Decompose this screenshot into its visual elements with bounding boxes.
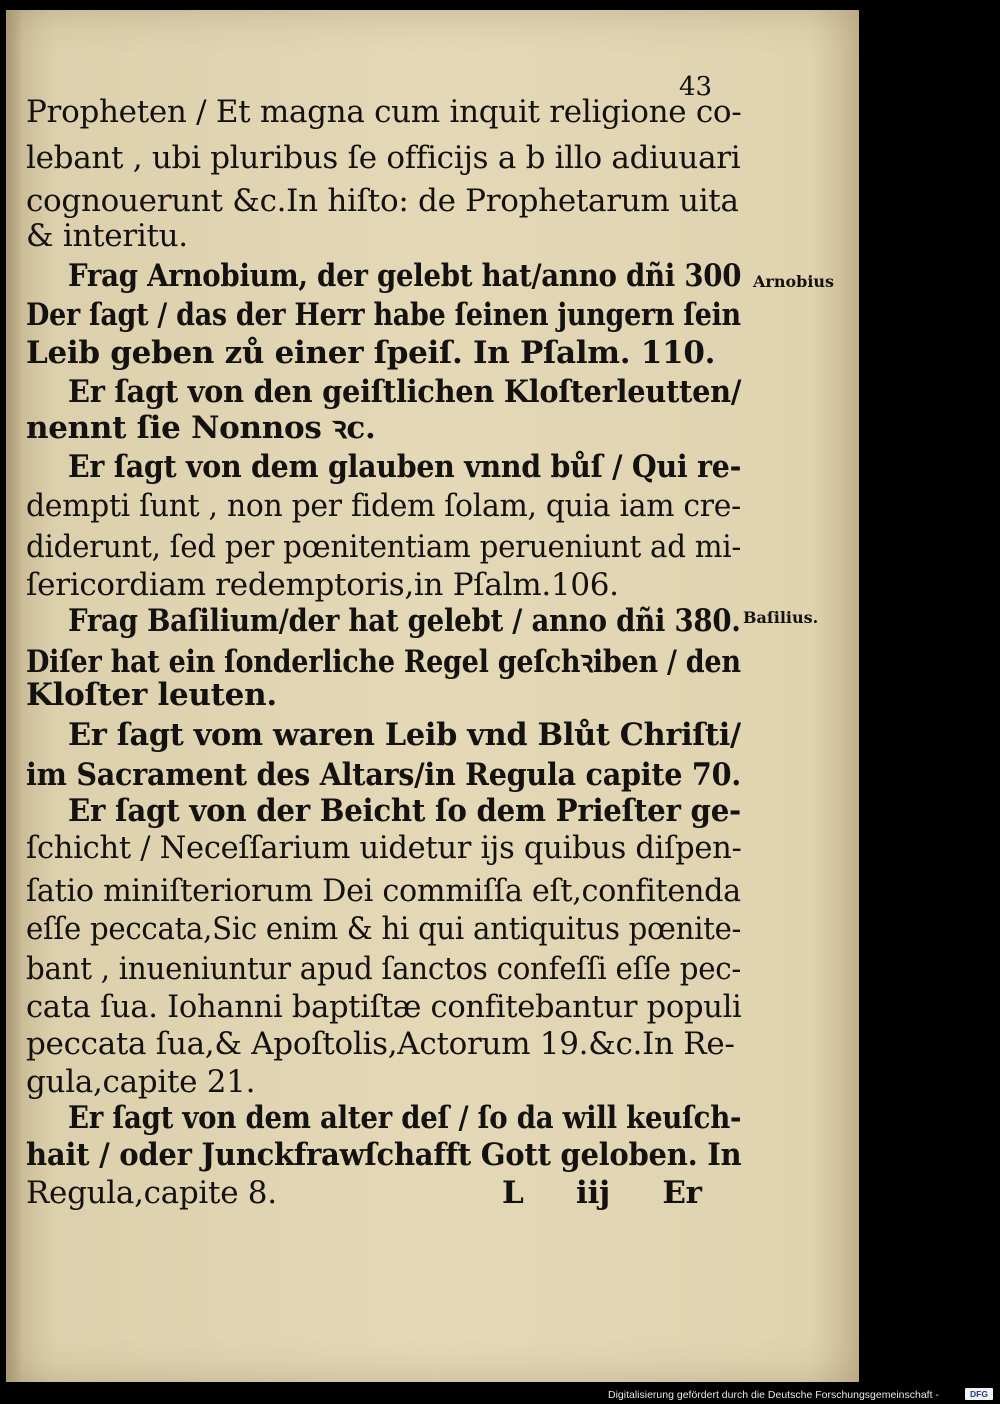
- text-line: ſchicht / Neceſſarium uidetur ijs quibus diſpen-: [26, 830, 742, 866]
- margin-note-basilius: Baſilius.: [743, 608, 819, 627]
- text-line: Er ſagt von den geiſtlichen Kloſterleutten/: [68, 374, 742, 410]
- page-number: 43: [679, 72, 713, 102]
- text-line: Der ſagt / das der Herr habe ſeinen jungern ſein: [26, 297, 741, 333]
- text-line: Diſer hat ein ſonderliche Regel geſchꝛiben / den: [26, 644, 741, 680]
- text-line: Frag Arnobium, der gelebt hat/anno dñi 300: [68, 258, 742, 294]
- text-line: hait / oder Junckfrawſchafft Gott geloben. In: [26, 1137, 742, 1173]
- text-line: lebant , ubi pluribus ſe officijs a b illo adiuuari: [26, 140, 741, 176]
- text-line: diderunt, ſed per pœnitentiam perueniunt ad mi-: [26, 529, 741, 565]
- text-line: bant , inueniuntur apud ſanctos confeſſi eſſe pec-: [26, 951, 742, 987]
- margin-note-arnobius: Arnobius: [753, 272, 835, 291]
- text-line: & interitu.: [26, 218, 188, 254]
- text-line: Er ſagt vom waren Leib vnd Blůt Chriſti/: [68, 717, 741, 753]
- catchword-line: L iij Er: [502, 1175, 702, 1211]
- book-page: [6, 10, 859, 1382]
- text-line: ſericordiam redemptoris,in Pſalm.106.: [26, 567, 619, 603]
- text-line: Er ſagt von dem alter deſ / ſo da will keuſch-: [68, 1100, 742, 1136]
- text-line: cata ſua. Iohanni baptiſtæ confitebantur populi: [26, 989, 742, 1025]
- text-line: nennt ſie Nonnos ꝛc.: [26, 410, 376, 446]
- text-line: peccata ſua,& Apoſtolis,Actorum 19.&c.In Re-: [26, 1026, 735, 1062]
- text-line: eſſe peccata,Sic enim & hi qui antiquitus pœnite-: [26, 911, 742, 947]
- text-line: Er ſagt von der Beicht ſo dem Prieſter ge-: [68, 793, 741, 829]
- text-line: im Sacrament des Altars/in Regula capite 70.: [26, 757, 741, 793]
- text-line: Regula,capite 8.: [26, 1175, 277, 1211]
- text-line: ſatio miniſteriorum Dei commiſſa eſt,confitenda: [26, 873, 741, 909]
- dfg-logo-icon: DFG: [965, 1388, 993, 1400]
- text-line: Frag Baſilium/der hat gelebt / anno dñi 380.: [68, 603, 741, 639]
- text-line: Propheten / Et magna cum inquit religione co-: [26, 94, 742, 130]
- text-line: Er ſagt von dem glauben vnnd bůſ / Qui re-: [68, 449, 742, 485]
- text-line: dempti ſunt , non per fidem ſolam, quia iam cre-: [26, 488, 741, 524]
- text-line: Kloſter leuten.: [26, 677, 277, 713]
- text-line: cognouerunt &c.In hiſto: de Prophetarum uita: [26, 183, 739, 219]
- text-line: Leib geben zů einer ſpeiſ. In Pſalm. 110.: [26, 335, 716, 371]
- digitization-credit: Digitalisierung gefördert durch die Deutsche Forschungsgemeinschaft -: [608, 1389, 939, 1401]
- text-line: gula,capite 21.: [26, 1064, 256, 1100]
